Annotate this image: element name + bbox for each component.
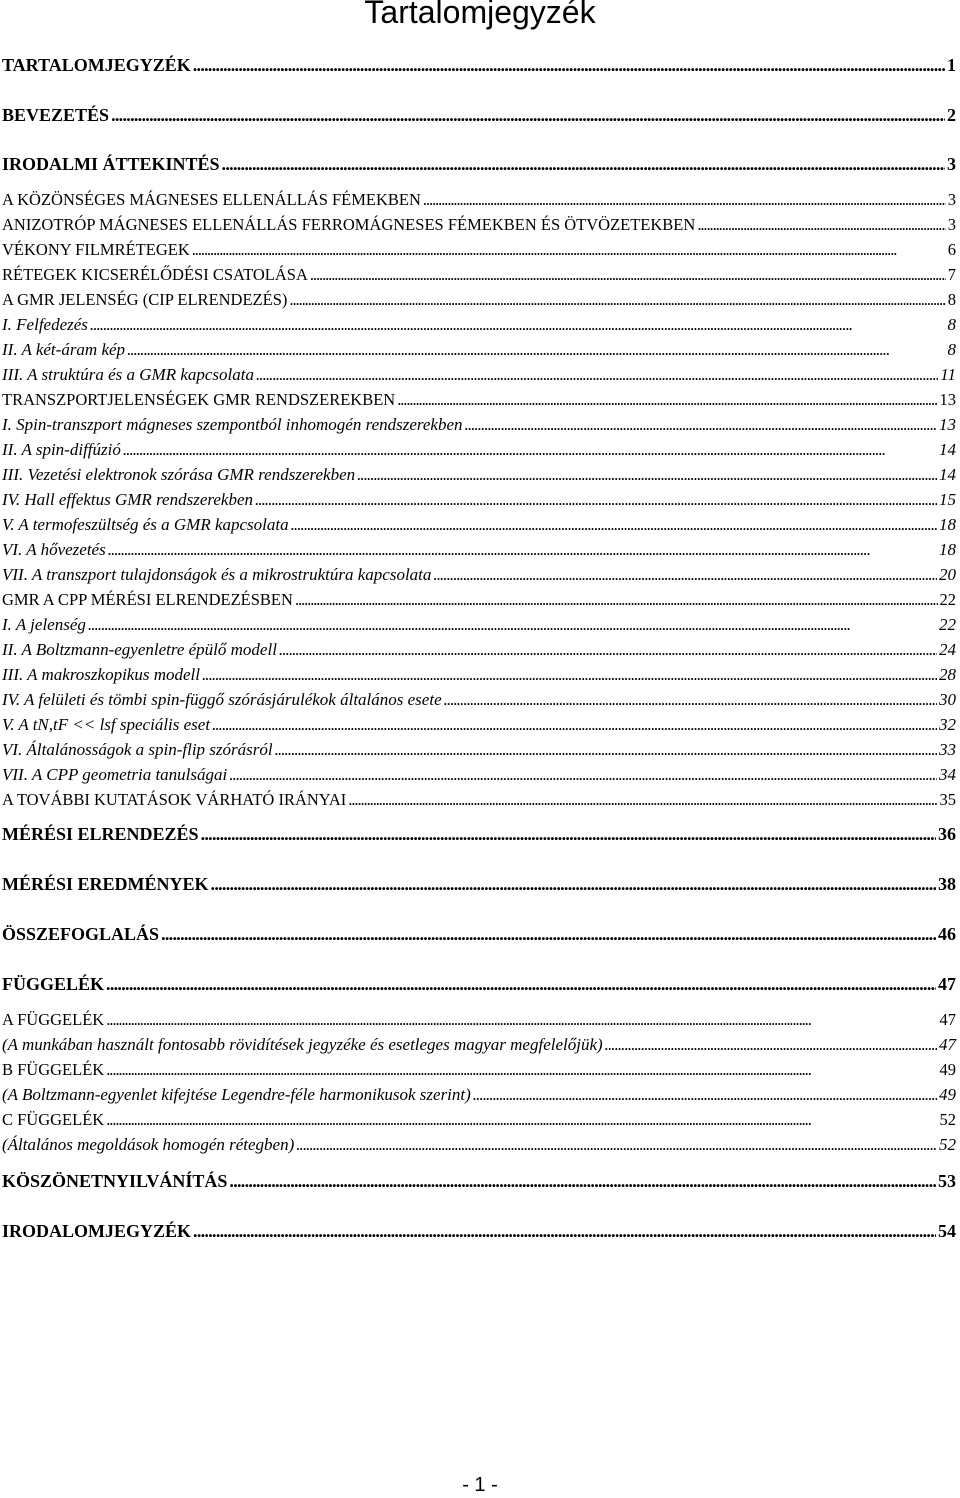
toc-entry-title: VÉKONY FILMRÉTEGEK [2, 240, 190, 259]
toc-page-number: 38 [938, 874, 956, 894]
toc-dot-leader [193, 54, 945, 76]
toc-dot-leader [106, 1009, 937, 1031]
toc-dot-leader [289, 289, 945, 311]
toc-dot-leader [291, 514, 937, 536]
toc-entry-title: ANIZOTRÓP MÁGNESES ELLENÁLLÁS FERROMÁGNESES FÉMEKBEN ÉS ÖTVÖZETEKBEN [2, 215, 696, 234]
toc-entry[interactable] [2, 689, 956, 711]
toc-page-number: 8 [947, 340, 956, 359]
toc-entry[interactable] [2, 314, 956, 336]
toc-page-number: 3 [947, 215, 956, 234]
toc-dot-leader [357, 464, 937, 486]
toc-entry-title: IV. Hall effektus GMR rendszerekben [2, 490, 253, 509]
toc-entry-title: III. A struktúra és a GMR kapcsolata [2, 365, 254, 384]
toc-entry[interactable] [2, 789, 956, 811]
toc-entry-title: (A Boltzmann-egyenlet kifejtése Legendre-féle harmonikusok szerint) [2, 1085, 471, 1104]
toc-dot-leader [296, 1134, 937, 1156]
toc-page-number: 54 [938, 1221, 956, 1241]
toc-entry-title: III. A makroszkopikus modell [2, 665, 200, 684]
toc-entry[interactable] [2, 664, 956, 686]
toc-dot-leader [106, 1109, 937, 1131]
toc-dot-leader [106, 973, 936, 995]
toc-entry-title: VII. A CPP geometria tanulságai [2, 765, 228, 784]
toc-dot-leader [444, 689, 937, 711]
toc-dot-leader [433, 564, 937, 586]
toc-entry[interactable] [2, 464, 956, 486]
toc-page-number: 20 [939, 565, 956, 584]
toc-entry-title: A TOVÁBBI KUTATÁSOK VÁRHATÓ IRÁNYAI [2, 790, 347, 809]
toc-entry-title: GMR A CPP MÉRÉSI ELRENDEZÉSBEN [2, 590, 293, 609]
toc-dot-leader [397, 389, 937, 411]
toc-entry-title: II. A Boltzmann-egyenletre épülő modell [2, 640, 277, 659]
toc-entry[interactable] [2, 714, 956, 736]
toc-page-number: 18 [939, 515, 956, 534]
toc-entry-title: VI. A hővezetés [2, 540, 106, 559]
toc-dot-leader [90, 314, 946, 336]
toc-dot-leader [211, 873, 936, 895]
toc-entry[interactable] [2, 54, 956, 76]
toc-page-number: 13 [939, 415, 956, 434]
toc-entry[interactable] [2, 923, 956, 945]
toc-page-number: 24 [939, 640, 956, 659]
toc-entry[interactable] [2, 823, 956, 845]
toc-entry[interactable] [2, 614, 956, 636]
toc-entry-title: I. Spin-transzport mágneses szempontból inhomogén rendszerekben [2, 415, 463, 434]
toc-page-number: 3 [947, 190, 956, 209]
toc-entry[interactable] [2, 214, 956, 236]
toc-entry-title: V. A termofeszültség és a GMR kapcsolata [2, 515, 289, 534]
toc-page-number: 47 [938, 974, 956, 994]
toc-dot-leader [106, 1059, 937, 1081]
toc-entry-title: TARTALOMJEGYZÉK [2, 55, 191, 75]
toc-page-number: 2 [947, 105, 956, 125]
toc-dot-leader [348, 789, 937, 811]
toc-dot-leader [108, 539, 937, 561]
toc-entry-title: TRANSZPORTJELENSÉGEK GMR RENDSZEREKBEN [2, 390, 396, 409]
toc-dot-leader [161, 923, 936, 945]
toc-entry[interactable] [2, 1034, 956, 1056]
toc-page-number: 49 [939, 1060, 956, 1079]
toc-entry[interactable] [2, 973, 956, 995]
toc-entry[interactable] [2, 1109, 956, 1131]
toc-entry[interactable] [2, 589, 956, 611]
toc-entry[interactable] [2, 439, 956, 461]
toc-entry-title: B FÜGGELÉK [2, 1060, 105, 1079]
toc-page-number: 53 [938, 1171, 956, 1191]
toc-page-number: 46 [938, 924, 956, 944]
toc-page-number: 22 [939, 590, 956, 609]
toc-dot-leader [123, 439, 937, 461]
toc-entry-title: VII. A transzport tulajdonságok és a mikrostruktúra kapcsolata [2, 565, 432, 584]
toc-dot-leader [697, 214, 945, 236]
toc-dot-leader [605, 1034, 937, 1056]
toc-entry-title: (A munkában használt fontosabb rövidítések jegyzéke és esetleges magyar megfelelőjük) [2, 1035, 603, 1054]
toc-page-number: 35 [939, 790, 956, 809]
toc-entry-title: KÖSZÖNETNYILVÁNÍTÁS [2, 1171, 228, 1191]
toc-entry-title: IRODALOMJEGYZÉK [2, 1221, 192, 1241]
toc-entry-title: C FÜGGELÉK [2, 1110, 105, 1129]
toc-entry[interactable] [2, 239, 956, 261]
toc-dot-leader [201, 823, 936, 845]
page-title: Tartalomjegyzék [364, 0, 596, 30]
toc-entry[interactable] [2, 264, 956, 286]
toc-dot-leader [127, 339, 945, 361]
toc-page-number: 32 [939, 715, 956, 734]
toc-page-number: 7 [947, 265, 956, 284]
toc-entry[interactable] [2, 389, 956, 411]
toc-page-number: 52 [939, 1110, 956, 1129]
toc-page-number: 14 [939, 440, 956, 459]
toc-entry-title: IV. A felületi és tömbi spin-függő szórásjárulékok általános esete [2, 690, 442, 709]
toc-entry[interactable] [2, 739, 956, 761]
toc-entry[interactable] [2, 1009, 956, 1031]
toc-page-number: 6 [947, 240, 956, 259]
toc-entry-title: A KÖZÖNSÉGES MÁGNESES ELLENÁLLÁS FÉMEKBEN [2, 190, 421, 209]
toc-dot-leader [255, 489, 937, 511]
toc-page-number: 28 [939, 665, 956, 684]
page-number-footer: - 1 - [462, 1474, 498, 1496]
toc-entry-title: II. A spin-diffúzió [2, 440, 121, 459]
toc-dot-leader [229, 1170, 936, 1192]
toc-entry[interactable] [2, 1084, 956, 1106]
toc-page-number: 14 [939, 465, 956, 484]
toc-dot-leader [465, 414, 937, 436]
toc-entry[interactable] [2, 564, 956, 586]
toc-dot-leader [295, 589, 938, 611]
toc-entry[interactable] [2, 104, 956, 126]
toc-entry[interactable] [2, 1220, 956, 1242]
toc-entry-title: MÉRÉSI ELRENDEZÉS [2, 824, 199, 844]
toc-dot-leader [222, 153, 945, 175]
toc-entry-title: I. A jelenség [2, 615, 86, 634]
toc-page-number: 47 [939, 1035, 956, 1054]
toc-entry-title: MÉRÉSI EREDMÉNYEK [2, 874, 209, 894]
toc-dot-leader [256, 364, 938, 386]
toc-dot-leader [202, 664, 937, 686]
toc-entry[interactable] [2, 339, 956, 361]
toc-page-number: 33 [939, 740, 956, 759]
toc-dot-leader [310, 264, 946, 286]
toc-page-number: 3 [947, 154, 956, 174]
toc-entry[interactable] [2, 539, 956, 561]
toc-entry-title: RÉTEGEK KICSERÉLŐDÉSI CSATOLÁSA [2, 265, 308, 284]
toc-dot-leader [423, 189, 946, 211]
toc-entry-title: FÜGGELÉK [2, 974, 105, 994]
toc-dot-leader [193, 1220, 936, 1242]
toc-page-number: 8 [947, 290, 956, 309]
toc-page-number: 1 [947, 55, 956, 75]
toc-entry[interactable] [2, 1170, 956, 1192]
toc-entry[interactable] [2, 639, 956, 661]
toc-page-number: 15 [939, 490, 956, 509]
toc-entry[interactable] [2, 1059, 956, 1081]
toc-entry[interactable] [2, 873, 956, 895]
toc-page-number: 30 [939, 690, 956, 709]
toc-page-number: 52 [939, 1135, 956, 1154]
toc-entry-title: A FÜGGELÉK [2, 1010, 105, 1029]
toc-entry[interactable] [2, 514, 956, 536]
toc-entry[interactable] [2, 364, 956, 386]
toc-entry-title: BEVEZETÉS [2, 105, 110, 125]
toc-entry-title: II. A két-áram kép [2, 340, 126, 359]
toc-page-number: 36 [938, 824, 956, 844]
toc-dot-leader [111, 104, 945, 126]
toc-entry[interactable] [2, 764, 956, 786]
toc-entry-title: ÖSSZEFOGLALÁS [2, 924, 160, 944]
toc-page-number: 13 [939, 390, 956, 409]
toc-page-number: 34 [939, 765, 956, 784]
toc-entry-title: III. Vezetési elektronok szórása GMR rendszerekben [2, 465, 356, 484]
toc-entry[interactable] [2, 189, 956, 211]
toc-dot-leader [473, 1084, 937, 1106]
toc-entry[interactable] [2, 289, 956, 311]
toc-entry[interactable] [2, 1134, 956, 1156]
toc-dot-leader [229, 764, 937, 786]
toc-page-number: 18 [939, 540, 956, 559]
toc-dot-leader [192, 239, 946, 261]
toc-entry-title: VI. Általánosságok a spin-flip szórásról [2, 740, 273, 759]
toc-page-number: 49 [939, 1085, 956, 1104]
toc-entry[interactable] [2, 489, 956, 511]
toc-entry[interactable] [2, 414, 956, 436]
toc-dot-leader [279, 639, 937, 661]
toc-entry-title: (Általános megoldások homogén rétegben) [2, 1135, 295, 1154]
toc-dot-leader [275, 739, 937, 761]
toc-page-number: 22 [939, 615, 956, 634]
toc-entry-title: I. Felfedezés [2, 315, 88, 334]
toc-entry[interactable] [2, 153, 956, 175]
toc-dot-leader [88, 614, 937, 636]
toc-page-number: 8 [947, 315, 956, 334]
toc-dot-leader [212, 714, 937, 736]
toc-page-number: 47 [939, 1010, 956, 1029]
toc-page-number: 11 [940, 365, 956, 384]
toc-entry-title: A GMR JELENSÉG (CIP ELRENDEZÉS) [2, 290, 288, 309]
toc-entry-title: V. A tN,tF << lsf speciális eset [2, 715, 211, 734]
toc-entry-title: IRODALMI ÁTTEKINTÉS [2, 154, 220, 174]
